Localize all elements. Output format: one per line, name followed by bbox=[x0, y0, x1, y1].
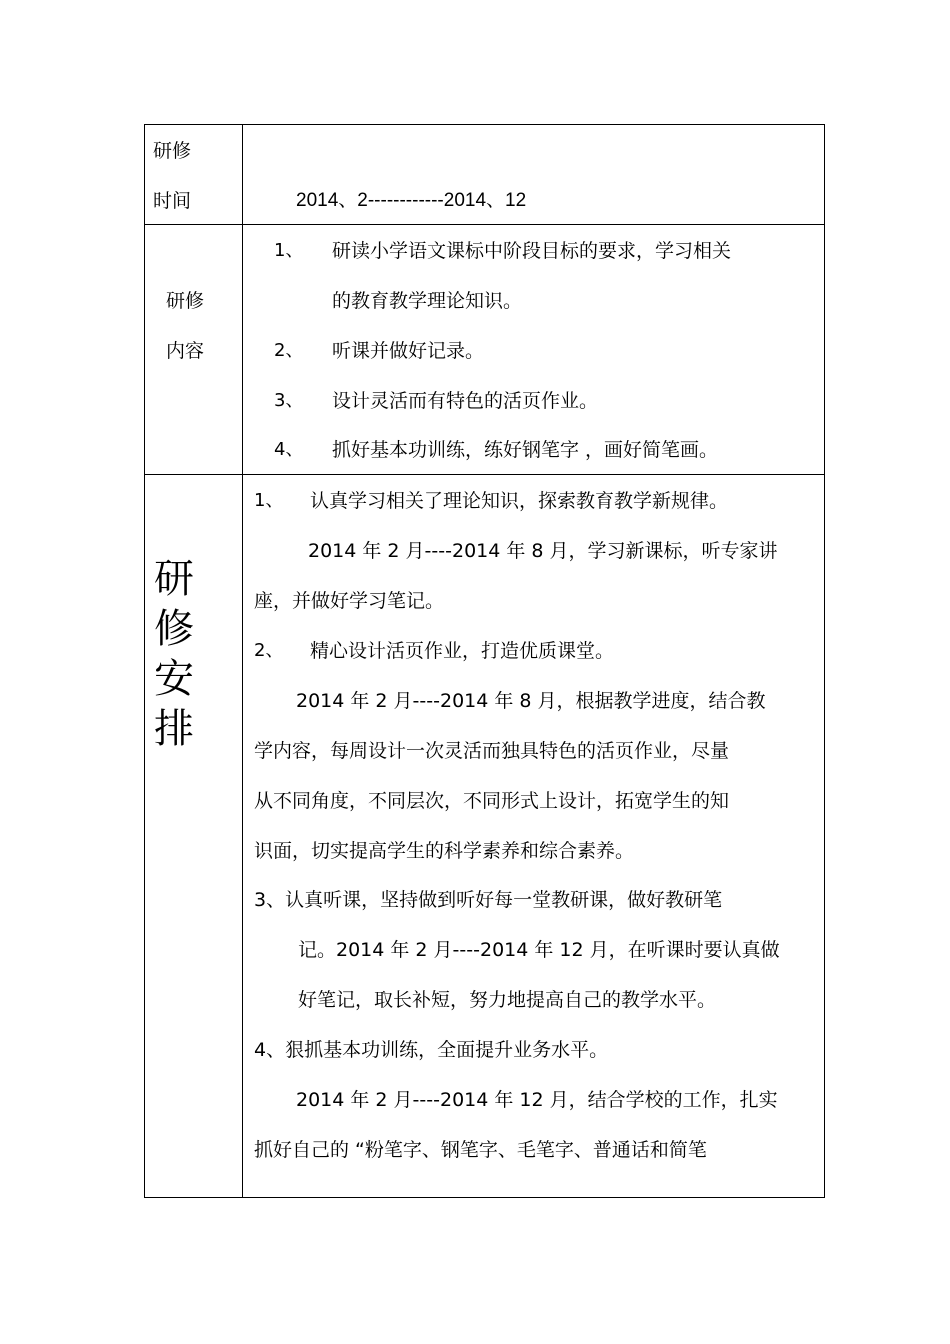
arrangement-line: 2014 年 2 月----2014 年 8 月，根据教学进度，结合教 bbox=[296, 690, 766, 712]
arrangement-line: 认真学习相关了理论知识，探索教育教学新规律。 bbox=[310, 490, 729, 512]
table-border-left bbox=[144, 124, 145, 1198]
arrangement-line: 从不同角度，不同层次，不同形式上设计，拓宽学生的知 bbox=[254, 790, 730, 812]
table-border-bottom bbox=[144, 1197, 825, 1198]
content-item-2-number: 2、 bbox=[274, 340, 304, 361]
content-item-4-text: 抓好基本功训练，练好钢笔字 ，画好简笔画。 bbox=[332, 439, 719, 461]
table-column-divider bbox=[242, 124, 243, 1198]
row1-label-line2: 时间 bbox=[153, 190, 192, 212]
row1-label-line1: 研修 bbox=[153, 140, 192, 162]
arrangement-line: 3、认真听课，坚持做到听好每一堂教研课，做好教研笔 bbox=[254, 889, 723, 911]
arrangement-line: 识面，切实提高学生的科学素养和综合素养。 bbox=[254, 840, 635, 862]
content-item-1-line1: 研读小学语文课标中阶段目标的要求，学习相关 bbox=[332, 240, 732, 262]
arrangement-line: 好笔记，取长补短，努力地提高自己的教学水平。 bbox=[298, 989, 717, 1011]
row3-label-char-3: 安 bbox=[154, 656, 194, 702]
row3-label-char-4: 排 bbox=[154, 706, 194, 752]
arrangement-line: 精心设计活页作业，打造优质课堂。 bbox=[310, 640, 615, 662]
content-item-3-number: 3、 bbox=[274, 390, 304, 411]
arrangement-line: 学内容，每周设计一次灵活而独具特色的活页作业，尽量 bbox=[254, 740, 730, 762]
row1-time-value: 2014、2------------2014、12 bbox=[296, 190, 527, 211]
arrangement-line: 4、狠抓基本功训练，全面提升业务水平。 bbox=[254, 1039, 609, 1061]
table-border-right bbox=[824, 124, 825, 1198]
table-row-divider bbox=[144, 224, 825, 225]
row2-label-line2: 内容 bbox=[166, 340, 205, 362]
table-row-divider bbox=[144, 474, 825, 475]
row2-label-line1: 研修 bbox=[166, 290, 205, 312]
arrangement-line: 抓好自己的 “粉笔字、钢笔字、毛笔字、普通话和简笔 bbox=[254, 1139, 707, 1161]
row3-label-char-1: 研 bbox=[154, 556, 194, 602]
plan-table bbox=[144, 124, 825, 1198]
arrangement-line: 2014 年 2 月----2014 年 12 月，结合学校的工作，扎实 bbox=[296, 1089, 778, 1111]
arrangement-line: 2014 年 2 月----2014 年 8 月，学习新课标，听专家讲 bbox=[308, 540, 778, 562]
arrangement-line: 记。2014 年 2 月----2014 年 12 月，在听课时要认真做 bbox=[298, 939, 780, 961]
row3-label-char-2: 修 bbox=[154, 606, 194, 652]
table-border-top bbox=[144, 124, 825, 125]
arrangement-line: 座，并做好学习笔记。 bbox=[254, 590, 445, 612]
content-item-1-line2: 的教育教学理论知识。 bbox=[332, 290, 523, 312]
content-item-4-number: 4、 bbox=[274, 439, 304, 460]
content-item-1-number: 1、 bbox=[274, 240, 304, 261]
arrangement-2-number: 2、 bbox=[254, 640, 284, 661]
content-item-2-text: 听课并做好记录。 bbox=[332, 340, 485, 362]
content-item-3-text: 设计灵活而有特色的活页作业。 bbox=[332, 390, 599, 412]
arrangement-1-number: 1、 bbox=[254, 490, 284, 511]
